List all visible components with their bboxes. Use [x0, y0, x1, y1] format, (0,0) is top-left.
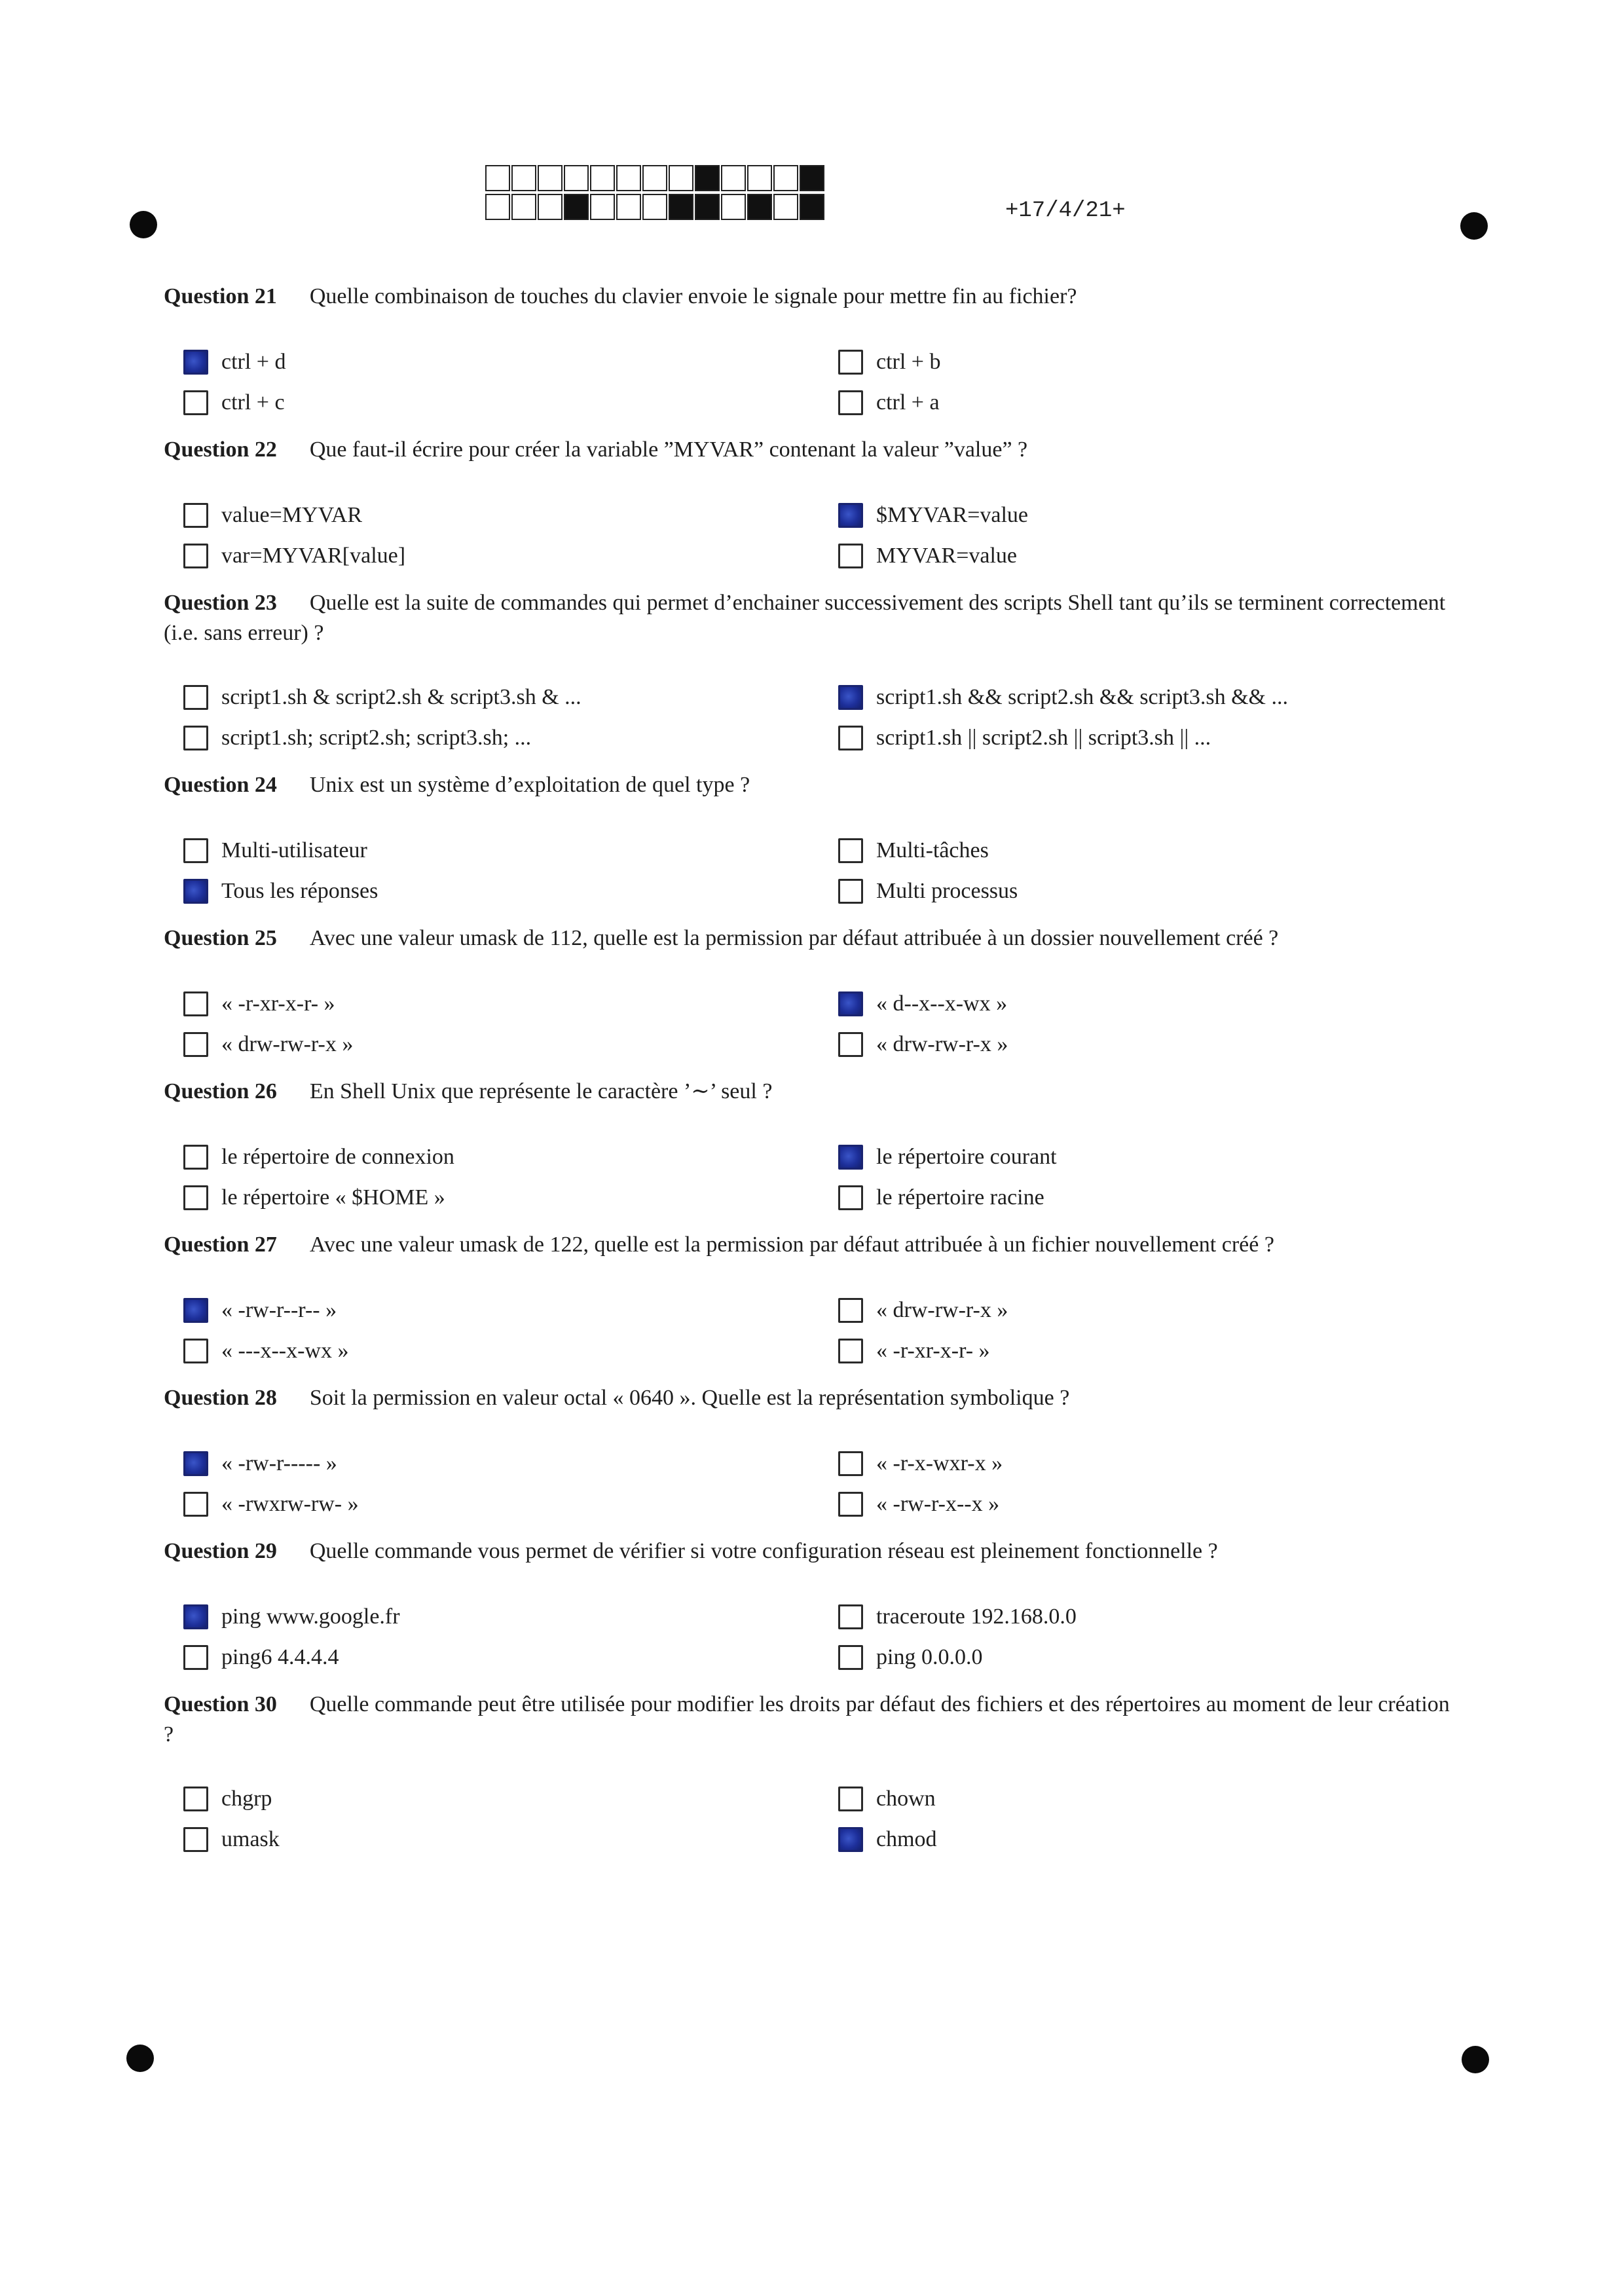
checkbox-unchecked[interactable] — [838, 1032, 863, 1057]
checkbox-unchecked[interactable] — [183, 991, 208, 1016]
answer-options — [183, 1602, 1460, 1673]
checkbox-checked[interactable] — [183, 879, 208, 904]
answer-text: chmod — [876, 1827, 937, 1851]
question-header — [164, 1077, 1460, 1107]
code-cell-filled — [695, 165, 720, 191]
answer-options — [183, 836, 1460, 906]
answer-option[interactable] — [838, 1642, 1480, 1673]
answer-option[interactable] — [183, 347, 838, 377]
checkbox-checked[interactable] — [838, 1145, 863, 1170]
checkbox-unchecked[interactable] — [183, 1339, 208, 1363]
code-grid-row — [485, 165, 826, 191]
answer-option[interactable] — [838, 1029, 1480, 1060]
checkbox-unchecked[interactable] — [183, 1645, 208, 1670]
registration-marker-bottom-right — [1462, 2046, 1489, 2073]
checkbox-unchecked[interactable] — [838, 544, 863, 568]
answer-text: « -rw-r--r-- » — [221, 1298, 337, 1322]
checkbox-unchecked[interactable] — [838, 1298, 863, 1323]
question-block — [164, 588, 1460, 770]
answer-text: « d--x--x-wx » — [876, 991, 1008, 1016]
code-cell-empty — [590, 194, 615, 220]
code-cell-empty — [590, 165, 615, 191]
answer-options — [183, 1142, 1460, 1213]
answer-text: « ---x--x-wx » — [221, 1339, 349, 1363]
question-header — [164, 923, 1460, 954]
question-label: Question 26 — [164, 1079, 277, 1103]
answer-option[interactable] — [838, 1183, 1480, 1213]
question-header — [164, 282, 1460, 312]
answer-option[interactable] — [838, 541, 1480, 571]
answer-option[interactable] — [838, 1336, 1480, 1366]
answer-option[interactable] — [838, 1449, 1480, 1479]
checkbox-unchecked[interactable] — [183, 726, 208, 750]
checkbox-unchecked[interactable] — [183, 1492, 208, 1517]
answer-option[interactable] — [183, 1449, 838, 1479]
checkbox-unchecked[interactable] — [838, 390, 863, 415]
answer-text: Multi-utilisateur — [221, 838, 367, 862]
question-text: Quelle combinaison de touches du clavier envoie le signale pour mettre fin au fichier? — [309, 284, 1077, 308]
question-label: Question 22 — [164, 437, 277, 462]
question-text: Quelle commande vous permet de vérifier si votre configuration réseau est pleinement fonctionnelle ? — [309, 1539, 1218, 1563]
code-cell-filled — [695, 194, 720, 220]
answer-option[interactable] — [838, 500, 1480, 530]
answer-text: chown — [876, 1787, 936, 1811]
checkbox-checked[interactable] — [183, 1451, 208, 1476]
answer-text: Multi processus — [876, 879, 1018, 903]
answer-text: « drw-rw-r-x » — [221, 1032, 354, 1056]
checkbox-unchecked[interactable] — [183, 1145, 208, 1170]
question-text: Avec une valeur umask de 112, quelle est la permission par défaut attribuée à un dossier nouvellement créé ? — [309, 926, 1279, 950]
code-cell-empty — [511, 194, 536, 220]
answer-text: ctrl + d — [221, 350, 286, 374]
answer-option[interactable] — [838, 682, 1480, 713]
question-label: Question 24 — [164, 773, 277, 797]
answer-option[interactable] — [838, 388, 1480, 418]
answer-text: umask — [221, 1827, 280, 1851]
code-cell-empty — [564, 165, 589, 191]
question-block — [164, 923, 1460, 1077]
checkbox-unchecked[interactable] — [838, 1339, 863, 1363]
question-label: Question 23 — [164, 591, 277, 615]
question-block — [164, 1230, 1460, 1383]
question-label: Question 27 — [164, 1232, 277, 1257]
question-label: Question 30 — [164, 1692, 277, 1716]
answer-text: value=MYVAR — [221, 503, 362, 527]
code-cell-empty — [538, 194, 563, 220]
answer-option[interactable] — [183, 388, 838, 418]
answer-text: « -r-x-wxr-x » — [876, 1451, 1003, 1475]
code-cell-filled — [800, 165, 824, 191]
answer-option[interactable] — [183, 1295, 838, 1325]
answer-text: ctrl + a — [876, 390, 940, 415]
question-block — [164, 1690, 1460, 1872]
code-cell-filled — [669, 194, 693, 220]
answer-text: le répertoire « $HOME » — [221, 1185, 445, 1210]
page-code-grid — [485, 165, 826, 223]
question-label: Question 25 — [164, 926, 277, 950]
question-block — [164, 1536, 1460, 1690]
answer-options — [183, 1784, 1460, 1855]
answer-option[interactable] — [838, 1295, 1480, 1325]
question-header — [164, 588, 1460, 648]
question-list — [164, 282, 1460, 1872]
code-cell-empty — [721, 165, 746, 191]
code-cell-empty — [669, 165, 693, 191]
question-header — [164, 770, 1460, 800]
answer-text: MYVAR=value — [876, 544, 1017, 568]
checkbox-unchecked[interactable] — [838, 1787, 863, 1811]
answer-options — [183, 500, 1460, 571]
question-header — [164, 1690, 1460, 1750]
code-cell-empty — [773, 194, 798, 220]
page-code: +17/4/21+ — [1005, 198, 1126, 223]
answer-text: ping 0.0.0.0 — [876, 1645, 983, 1669]
code-cell-empty — [485, 165, 510, 191]
code-cell-empty — [485, 194, 510, 220]
checkbox-unchecked[interactable] — [183, 503, 208, 528]
checkbox-unchecked[interactable] — [838, 1492, 863, 1517]
checkbox-unchecked[interactable] — [838, 838, 863, 863]
answer-text: ctrl + c — [221, 390, 285, 415]
checkbox-unchecked[interactable] — [183, 1827, 208, 1852]
answer-option[interactable] — [183, 836, 838, 866]
checkbox-unchecked[interactable] — [838, 350, 863, 375]
answer-options — [183, 682, 1460, 753]
answer-text: « -r-xr-x-r- » — [221, 991, 335, 1016]
answer-option[interactable] — [838, 1784, 1480, 1814]
checkbox-checked[interactable] — [183, 1604, 208, 1629]
checkbox-checked[interactable] — [838, 685, 863, 710]
code-cell-empty — [747, 165, 772, 191]
answer-option[interactable] — [183, 1824, 838, 1855]
question-text: Unix est un système d’exploitation de quel type ? — [309, 773, 750, 797]
answer-text: script1.sh || script2.sh || script3.sh || ... — [876, 726, 1211, 750]
checkbox-unchecked[interactable] — [183, 1787, 208, 1811]
registration-marker-bottom-left — [126, 2045, 154, 2072]
answer-options — [183, 347, 1460, 418]
answer-option[interactable] — [183, 1784, 838, 1814]
answer-option[interactable] — [838, 876, 1480, 906]
answer-option[interactable] — [183, 541, 838, 571]
answer-options — [183, 1295, 1460, 1366]
answer-text: le répertoire de connexion — [221, 1145, 454, 1169]
answer-text: le répertoire courant — [876, 1145, 1057, 1169]
checkbox-checked[interactable] — [838, 991, 863, 1016]
checkbox-unchecked[interactable] — [838, 1451, 863, 1476]
answer-text: script1.sh && script2.sh && script3.sh && ... — [876, 685, 1288, 709]
checkbox-unchecked[interactable] — [183, 1185, 208, 1210]
question-label: Question 21 — [164, 284, 277, 308]
checkbox-unchecked[interactable] — [838, 1185, 863, 1210]
code-cell-empty — [538, 165, 563, 191]
answer-option[interactable] — [183, 1642, 838, 1673]
registration-marker-top-left — [130, 211, 157, 238]
code-cell-empty — [616, 165, 641, 191]
answer-options — [183, 1449, 1460, 1519]
answer-text: « drw-rw-r-x » — [876, 1032, 1008, 1056]
code-grid-row — [485, 194, 826, 220]
answer-text: ping www.google.fr — [221, 1604, 400, 1629]
code-cell-empty — [773, 165, 798, 191]
answer-option[interactable] — [183, 500, 838, 530]
question-block — [164, 282, 1460, 435]
answer-option[interactable] — [838, 1824, 1480, 1855]
answer-text: « drw-rw-r-x » — [876, 1298, 1008, 1322]
question-text: Que faut-il écrire pour créer la variable ”MYVAR” contenant la valeur ”value” ? — [309, 437, 1028, 462]
answer-option[interactable] — [183, 1336, 838, 1366]
code-cell-filled — [800, 194, 824, 220]
answer-text: chgrp — [221, 1787, 272, 1811]
checkbox-checked[interactable] — [183, 350, 208, 375]
answer-option[interactable] — [183, 1489, 838, 1519]
checkbox-checked[interactable] — [838, 503, 863, 528]
answer-option[interactable] — [838, 347, 1480, 377]
checkbox-unchecked[interactable] — [183, 685, 208, 710]
checkbox-checked[interactable] — [183, 1298, 208, 1323]
answer-option[interactable] — [183, 1602, 838, 1632]
answer-option[interactable] — [838, 836, 1480, 866]
question-block — [164, 1383, 1460, 1536]
code-cell-empty — [616, 194, 641, 220]
answer-text: « -rw-r-x--x » — [876, 1492, 1000, 1516]
answer-text: Tous les réponses — [221, 879, 378, 903]
answer-text: « -rwxrw-rw- » — [221, 1492, 359, 1516]
checkbox-unchecked[interactable] — [838, 1604, 863, 1629]
registration-marker-top-right — [1460, 212, 1488, 240]
question-header — [164, 1536, 1460, 1566]
answer-text: « -rw-r----- » — [221, 1451, 337, 1475]
code-cell-empty — [721, 194, 746, 220]
checkbox-unchecked[interactable] — [183, 544, 208, 568]
checkbox-unchecked[interactable] — [183, 1032, 208, 1057]
checkbox-unchecked[interactable] — [183, 838, 208, 863]
question-text: En Shell Unix que représente le caractère ’∼’ seul ? — [309, 1079, 773, 1103]
answer-option[interactable] — [183, 682, 838, 713]
checkbox-checked[interactable] — [838, 1827, 863, 1852]
code-cell-empty — [642, 194, 667, 220]
answer-options — [183, 989, 1460, 1060]
code-cell-filled — [564, 194, 589, 220]
answer-option[interactable] — [183, 1183, 838, 1213]
question-block — [164, 1077, 1460, 1230]
answer-text: ctrl + b — [876, 350, 941, 374]
answer-text: $MYVAR=value — [876, 503, 1028, 527]
checkbox-unchecked[interactable] — [838, 879, 863, 904]
answer-text: ping6 4.4.4.4 — [221, 1645, 339, 1669]
checkbox-unchecked[interactable] — [183, 390, 208, 415]
answer-text: le répertoire racine — [876, 1185, 1044, 1210]
answer-option[interactable] — [838, 1602, 1480, 1632]
answer-option[interactable] — [183, 1142, 838, 1172]
question-header — [164, 435, 1460, 465]
code-cell-empty — [511, 165, 536, 191]
question-text: Quelle est la suite de commandes qui permet d’enchainer successivement des scripts Shell tant qu’ils se terminent correctement (i.e. sans erreur) ? — [164, 591, 1446, 645]
checkbox-unchecked[interactable] — [838, 1645, 863, 1670]
answer-option[interactable] — [183, 989, 838, 1019]
question-block — [164, 770, 1460, 923]
answer-option[interactable] — [183, 723, 838, 753]
question-block — [164, 435, 1460, 588]
answer-text: script1.sh; script2.sh; script3.sh; ... — [221, 726, 532, 750]
answer-option[interactable] — [183, 876, 838, 906]
answer-text: « -r-xr-x-r- » — [876, 1339, 990, 1363]
answer-option[interactable] — [838, 723, 1480, 753]
answer-option[interactable] — [183, 1029, 838, 1060]
answer-text: Multi-tâches — [876, 838, 989, 862]
answer-text: var=MYVAR[value] — [221, 544, 406, 568]
question-label: Question 28 — [164, 1386, 277, 1410]
code-cell-filled — [747, 194, 772, 220]
question-header — [164, 1230, 1460, 1260]
question-text: Soit la permission en valeur octal « 0640 ». Quelle est la représentation symbolique ? — [309, 1386, 1070, 1410]
question-text: Quelle commande peut être utilisée pour modifier les droits par défaut des fichiers et des répertoires au moment de leur création ? — [164, 1692, 1450, 1747]
code-cell-empty — [642, 165, 667, 191]
answer-option[interactable] — [838, 1489, 1480, 1519]
answer-text: traceroute 192.168.0.0 — [876, 1604, 1077, 1629]
answer-option[interactable] — [838, 1142, 1480, 1172]
question-header — [164, 1383, 1460, 1413]
answer-text: script1.sh & script2.sh & script3.sh & ... — [221, 685, 581, 709]
checkbox-unchecked[interactable] — [838, 726, 863, 750]
answer-option[interactable] — [838, 989, 1480, 1019]
question-text: Avec une valeur umask de 122, quelle est la permission par défaut attribuée à un fichier nouvellement créé ? — [309, 1232, 1274, 1257]
question-label: Question 29 — [164, 1539, 277, 1563]
